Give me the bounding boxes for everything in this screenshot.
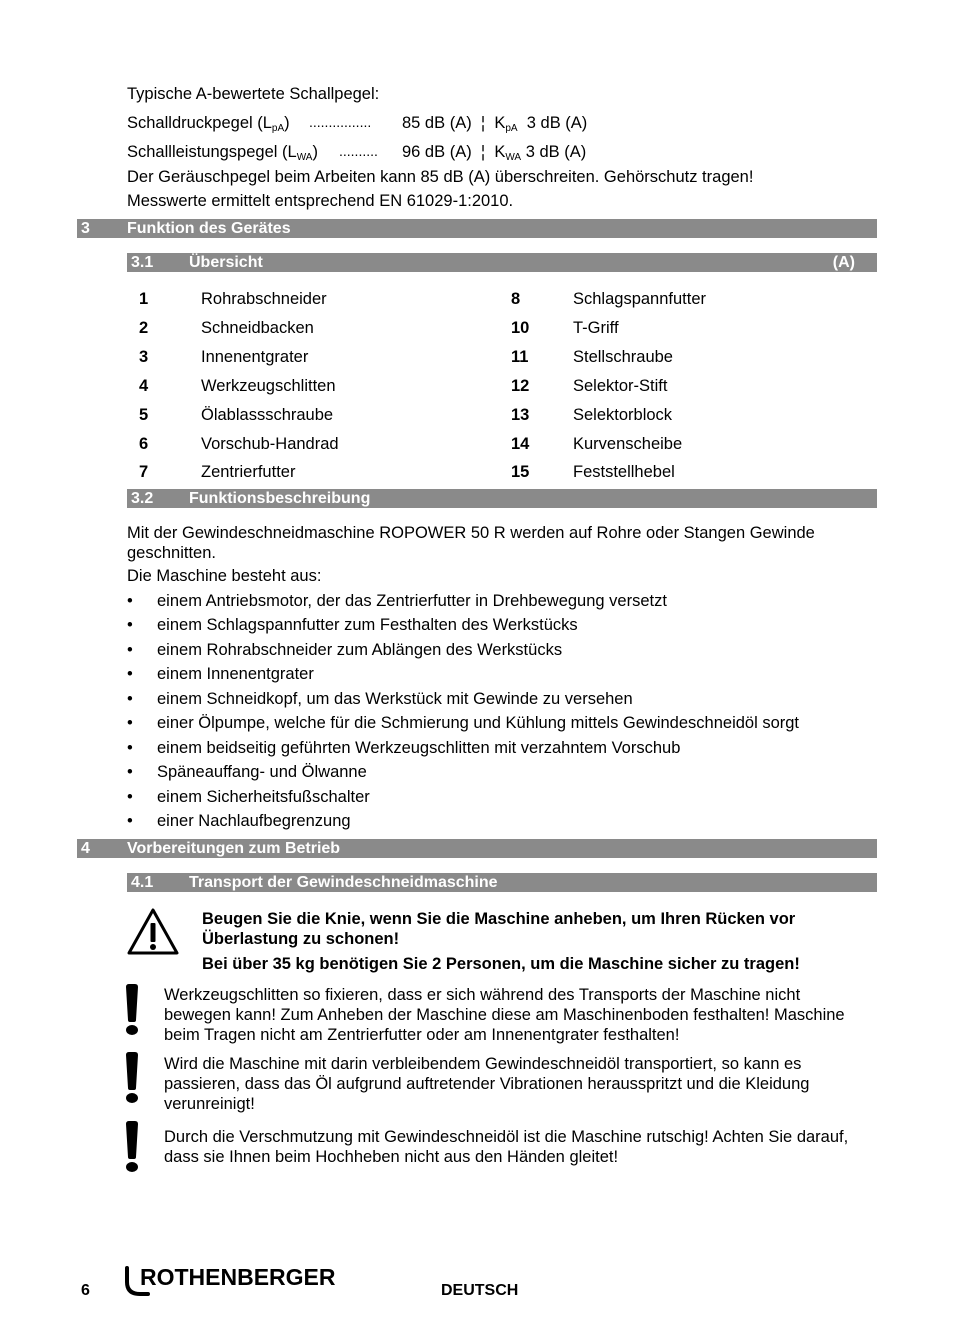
function-consists: Die Maschine besteht aus: — [127, 567, 322, 585]
part-label: Ölablassschraube — [201, 406, 334, 424]
part-number: 15 — [511, 463, 530, 481]
brand-logo — [124, 1262, 364, 1302]
sound-pressure-dots: ................ — [309, 114, 372, 130]
part-label: Zentrierfutter — [201, 463, 296, 481]
part-label: Selektor-Stift — [573, 377, 668, 395]
part-label: Rohrabschneider — [201, 290, 327, 308]
part-label: T-Griff — [573, 319, 619, 337]
noise-warning: Der Geräuschpegel beim Arbeiten kann 85 dB (A) überschreiten. Gehörschutz tragen! — [127, 168, 754, 186]
warning-triangle-icon — [126, 907, 180, 957]
part-number: 11 — [511, 348, 529, 366]
part-number: 13 — [511, 406, 530, 424]
note-text: Wird die Maschine mit darin verbleibendem Gewindeschneidöl transportiert, so kann es passieren, dass das Öl aufgrund auftretender Vibrationen herausspritzt und die Kleidung verunreinigt! — [164, 1055, 810, 1113]
part-label: Schlagspannfutter — [573, 290, 707, 308]
part-label: Kurvenscheibe — [573, 435, 683, 453]
subsection-heading: 3.1 Übersicht (A) — [127, 253, 877, 272]
part-label: Feststellhebel — [573, 463, 675, 481]
sound-power-line: Schallleistungspegel $(L_{WA})$ — [127, 143, 318, 163]
part-label: Innenentgrater — [201, 348, 309, 366]
function-intro: Mit der Gewindeschneidmaschine ROPOWER 50 R werden auf Rohre oder Stangen Gewinde geschnitten. — [127, 524, 815, 562]
page-number: 6 — [81, 1282, 90, 1299]
exclamation-icon — [124, 1052, 140, 1104]
sound-pressure-line: Schalldruckpegel $(L_{pA})$ — [127, 114, 290, 134]
part-number: 8 — [511, 290, 521, 308]
part-number: 6 — [139, 435, 149, 453]
part-number: 14 — [511, 435, 530, 453]
subsection-heading: 4.1 Transport der Gewindeschneidmaschine — [127, 873, 877, 892]
subsection-heading: 3.2 Funktionsbeschreibung — [127, 489, 877, 508]
exclamation-icon — [124, 984, 140, 1036]
part-label: Stellschraube — [573, 348, 673, 366]
note-text: Durch die Verschmutzung mit Gewindeschneidöl ist die Maschine rutschig! Achten Sie darauf, dass sie Ihnen beim Hochheben nicht aus den Händen gleitet! — [164, 1128, 849, 1166]
part-number: 3 — [139, 348, 149, 366]
part-label: Werkzeugschlitten — [201, 377, 336, 395]
noise-intro: Typische A-bewertete Schallpegel: — [127, 85, 380, 103]
section-heading: 3 Funktion des Gerätes — [77, 219, 877, 238]
part-number: 4 — [139, 377, 149, 395]
section-heading: 4 Vorbereitungen zum Betrieb — [77, 839, 877, 858]
note-text: Werkzeugschlitten so fixieren, dass er sich während des Transports der Maschine nicht bewegen kann! Zum Anheben der Maschine diese am Maschinenboden festhalten! Maschine beim Tragen nicht am Zentrierfutter oder am Innenentgrater festhalten! — [164, 986, 845, 1044]
noise-measured: Messwerte ermittelt entsprechend EN 61029-1:2010. — [127, 192, 514, 210]
sound-pressure-value: 85 dB (A) ¦ $K_{pA}$ 3 dB (A) — [402, 114, 588, 134]
part-number: 5 — [139, 406, 149, 424]
part-number: 7 — [139, 463, 149, 481]
transport-warning-2: Bei über 35 kg benötigen Sie 2 Personen, um die Maschine sicher zu tragen! — [202, 955, 800, 973]
part-number: 2 — [139, 319, 149, 337]
language-label: DEUTSCH — [441, 1282, 519, 1299]
exclamation-icon — [124, 1121, 140, 1173]
part-number: 10 — [511, 319, 530, 337]
svg-text:ROTHENBERGER: ROTHENBERGER — [140, 1264, 336, 1290]
part-number: 12 — [511, 377, 530, 395]
sound-power-dots: .......... — [339, 143, 378, 159]
part-label: Schneidbacken — [201, 319, 314, 337]
part-label: Selektorblock — [573, 406, 673, 424]
sound-power-value: 96 dB (A) ¦ $K_{WA}$ 3 dB (A) — [402, 143, 587, 163]
part-label: Vorschub-Handrad — [201, 435, 339, 453]
part-number: 1 — [139, 290, 149, 308]
transport-warning-1: Beugen Sie die Knie, wenn Sie die Maschine anheben, um Ihren Rücken vor Überlastung zu schonen! — [202, 910, 796, 948]
